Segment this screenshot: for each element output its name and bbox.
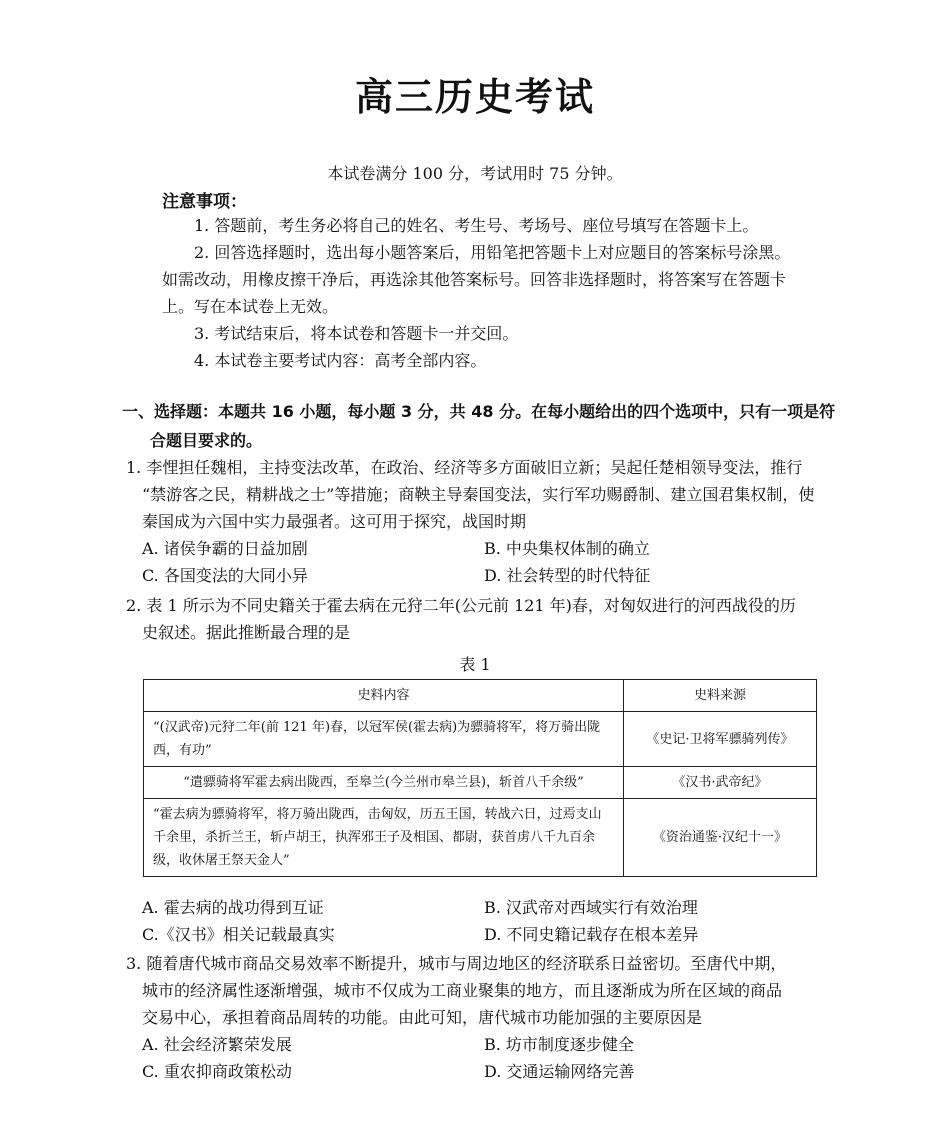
table-caption: 表 1 xyxy=(459,655,491,674)
option-c[interactable]: C. 各国变法的大同小异 xyxy=(142,566,308,585)
options xyxy=(126,894,836,948)
options xyxy=(126,1031,836,1085)
options xyxy=(126,535,836,589)
table-cell: “(汉武帝)元狩二年(前 121 年)春，以冠军侯(霍去病)为骠骑将军，将万骑出陇西，有功” xyxy=(144,712,624,767)
table-cell: “霍去病为骠骑将军，将万骑出陇西，击匈奴，历五王国，转战六日，过焉支山千余里，杀折兰王，斩卢胡王，执浑邪王子及相国、都尉，获首虏八千九百余级，收休屠王祭天金人” xyxy=(144,799,624,877)
table-header: 史料来源 xyxy=(624,680,817,712)
notice-item: 4. 本试卷主要考试内容：高考全部内容。 xyxy=(194,351,487,370)
notice-title: 注意事项： xyxy=(162,192,247,212)
question-stem-line: 1. 李悝担任魏相，主持变法改革，在政治、经济等多方面破旧立新；吴起任楚相领导变法，推行 xyxy=(126,458,803,477)
question-stem-line: 史叙述。据此推断最合理的是 xyxy=(142,623,351,642)
notice-item: 2. 回答选择题时，选出每小题答案后，用铅笔把答题卡上对应题目的答案标号涂黑。如需改动，用橡皮擦干净后，再选涂其他答案标号。回答非选择题时，将答案写在答题卡上。写在本试卷上无效。 xyxy=(162,243,791,316)
table-cell: “遣骠骑将军霍去病出陇西，至皋兰(今兰州市皋兰县)，斩首八千余级” xyxy=(144,767,624,799)
option-b[interactable]: B. 坊市制度逐步健全 xyxy=(484,1035,634,1054)
table-cell: 《资治通鉴·汉纪十一》 xyxy=(624,799,817,877)
question-stem-line: “禁游客之民，精耕战之士”等措施；商鞅主导秦国变法，实行军功赐爵制、建立国君集权制，使 xyxy=(142,485,815,504)
source-table xyxy=(143,679,817,877)
table-cell: 《史记·卫将军骠骑列传》 xyxy=(624,712,817,767)
option-a[interactable]: A. 社会经济繁荣发展 xyxy=(142,1035,292,1054)
option-c[interactable]: C.《汉书》相关记载最真实 xyxy=(142,925,335,944)
notice-item: 3. 考试结束后，将本试卷和答题卡一并交回。 xyxy=(194,324,519,343)
question-1 xyxy=(126,454,836,589)
question-2 xyxy=(126,592,836,646)
table-header-row xyxy=(144,680,817,712)
option-a[interactable]: A. 霍去病的战功得到互证 xyxy=(142,898,324,917)
exam-meta-line: 本试卷满分 100 分，考试用时 75 分钟。 xyxy=(327,164,623,183)
table-row xyxy=(144,799,817,877)
table-header: 史料内容 xyxy=(144,680,624,712)
table-row xyxy=(144,767,817,799)
table-cell: 《汉书·武帝纪》 xyxy=(624,767,817,799)
section-heading-line: 合题目要求的。 xyxy=(150,431,263,450)
page-title: 高三历史考试 xyxy=(354,75,595,119)
question-stem-line: 秦国成为六国中实力最强者。这可用于探究，战国时期 xyxy=(142,512,527,531)
notice-list xyxy=(162,212,802,374)
question-stem-line: 城市的经济属性逐渐增强，城市不仅成为工商业聚集的地方，而且逐渐成为所在区域的商品 xyxy=(142,981,783,1000)
notice-item: 1. 答题前，考生务必将自己的姓名、考生号、考场号、座位号填写在答题卡上。 xyxy=(194,216,759,235)
question-stem-line: 交易中心，承担着商品周转的功能。由此可知，唐代城市功能加强的主要原因是 xyxy=(142,1008,703,1027)
table-row xyxy=(144,712,817,767)
option-d[interactable]: D. 社会转型的时代特征 xyxy=(484,566,651,585)
question-3 xyxy=(126,950,836,1085)
option-d[interactable]: D. 交通运输网络完善 xyxy=(484,1062,635,1081)
option-b[interactable]: B. 中央集权体制的确立 xyxy=(484,539,650,558)
option-c[interactable]: C. 重农抑商政策松动 xyxy=(142,1062,292,1081)
question-stem-line: 3. 随着唐代城市商品交易效率不断提升，城市与周边地区的经济联系日益密切。至唐代中期， xyxy=(126,954,787,973)
option-d[interactable]: D. 不同史籍记载存在根本差异 xyxy=(484,925,699,944)
question-stem-line: 2. 表 1 所示为不同史籍关于霍去病在元狩二年(公元前 121 年)春，对匈奴进行的河西战役的历 xyxy=(126,596,796,615)
option-a[interactable]: A. 诸侯争霸的日益加剧 xyxy=(142,539,308,558)
question-2-options xyxy=(126,894,836,948)
option-b[interactable]: B. 汉武帝对西域实行有效治理 xyxy=(484,898,698,917)
section-heading-line: 一、选择题：本题共 16 小题，每小题 3 分，共 48 分。在每小题给出的四个选项中，只有一项是符 xyxy=(122,402,836,421)
section-heading xyxy=(122,397,842,455)
